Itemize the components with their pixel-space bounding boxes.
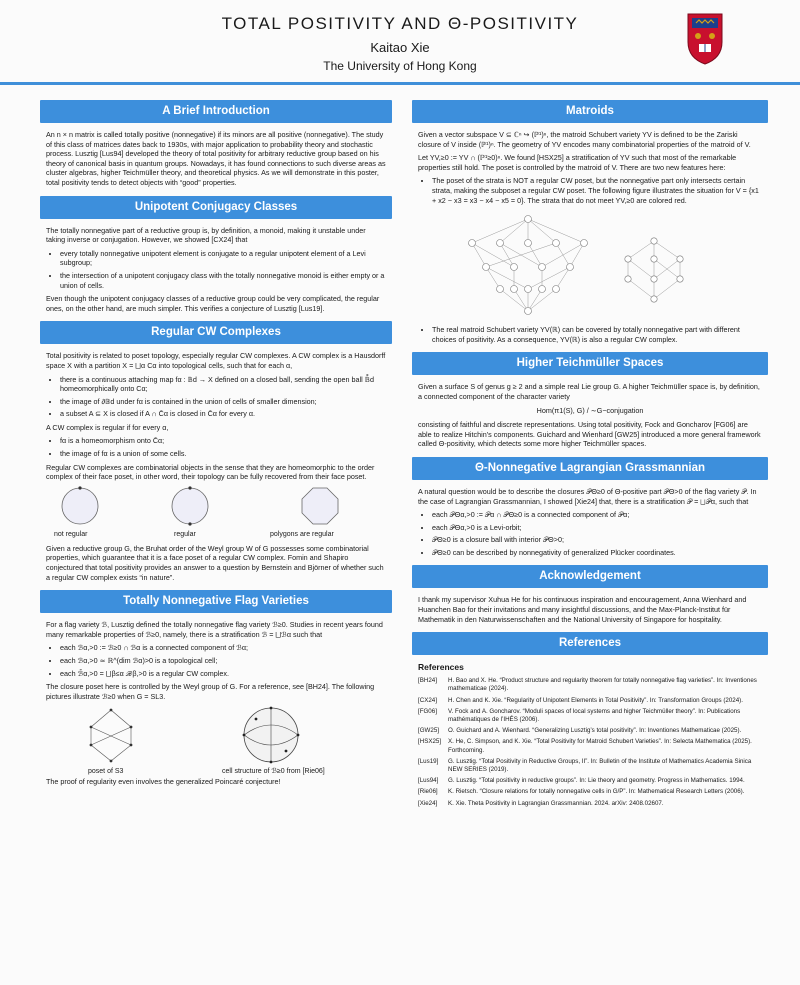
list-item: • each 𝒫Θα,>0 is a Levi-orbit; xyxy=(432,523,762,533)
ack-section xyxy=(412,565,768,624)
ref-text: G. Lusztig. “Total Positivity in Reductive Groups, II”. In: Bulletin of the Institute of Mathematics Academia Sinica NEW SERIES (2019). xyxy=(448,757,752,774)
refs-list xyxy=(412,677,768,808)
intro-text: An n × n matrix is called totally positive (nonnegative) if its minors are all positive (nonnegative). The study of this class of matrices dates back to 1930s, with major application to probability theory and stochastic process. Lusztig [Lus94] developed the theory of total positivity for arbitrary reductive group based on his theory of canonical basis in quantum groups. Nowadays, it has found connections to such diverse areas as cluster algebras, higher Teichmüller theory, and theoretical physics. As we will demonstrate in this poster, total positivity tends to detect objects with “good” properties. xyxy=(46,130,386,187)
list-item: • a subset A ⊆ X is closed if A ∩ C̄α is closed in C̄α for every α. xyxy=(60,409,386,419)
intro-heading: A Brief Introduction xyxy=(40,100,392,123)
ref-text: H. Bao and X. He. “Product structure and regularity theorem for totally nonnegative flag varieties”. In: Inventiones mathematicae (2024). xyxy=(448,677,757,693)
list-item xyxy=(412,708,768,724)
teich-heading: Higher Teichmüller Spaces xyxy=(412,352,768,375)
flag-figures xyxy=(46,705,386,777)
ref-key: [FG06] xyxy=(418,707,437,715)
refs-section xyxy=(412,632,768,808)
ref-text: V. Fock and A. Goncharov. “Moduli spaces of local systems and higher Teichmüller theory”. In: Publications mathématiques de l’IHÉS (2006). xyxy=(448,707,741,724)
lagr-section xyxy=(412,457,768,558)
header-rule xyxy=(0,82,800,85)
lagr-heading: Θ-Nonnegative Lagrangian Grassmannian xyxy=(412,457,768,480)
cw-heading: Regular CW Complexes xyxy=(40,321,392,344)
flag-cell-structure-figure xyxy=(238,705,304,765)
shape-label-polygons: polygons are regular xyxy=(270,530,334,538)
matroids-p1: Given a vector subspace V ⊆ ℂⁿ ↪ (ℙ¹)ⁿ, the matroid Schubert variety YV is defined to be the Zariski closure of V inside (ℙ¹)ⁿ. The geometry of YV encodes many combinatorial properties of the matroid of V. xyxy=(418,130,751,149)
list-item xyxy=(412,677,768,693)
flag-p2: The closure poset here is controlled by the Weyl group of G. For a reference, see [BH24]. The following pictures illustrate ℬ≥0 when G = SL3. xyxy=(46,682,375,701)
flag-heading: Totally Nonnegative Flag Varieties xyxy=(40,590,392,613)
unipotent-p2: Even though the unipotent conjugacy classes of a reductive group could be very complicated, the regular ones, on the other hand, are much simpler. This verifies a conjecture of Lusztig [Lus19]. xyxy=(46,294,380,313)
ref-key: [BH24] xyxy=(418,677,437,685)
university-crest-icon xyxy=(686,12,724,66)
lagr-p1: A natural question would be to describe the closures 𝒫Θ≥0 of Θ-positive part 𝒫Θ>0 of the flag variety 𝒫. In the case of Lagrangian Grassmannian, I showed [Xie24] that, there is a stratification 𝒫 = ⨆𝒫α, such that xyxy=(418,486,757,506)
caption-cell-structure: cell structure of ℬ≥0 from [Rie06] xyxy=(222,768,325,776)
ref-text: H. Chen and K. Xie. “Regularity of Unipotent Elements in Total Positivity”. In: Transformation Groups (2024). xyxy=(448,696,743,704)
matroids-heading: Matroids xyxy=(412,100,768,123)
list-item xyxy=(412,788,768,796)
ref-text: X. He, C. Simpson, and K. Xie. “Total Positivity for Matroid Schubert Varieties”. In: Selecta Mathematica (2025). Forthcoming. xyxy=(448,738,752,754)
list-item xyxy=(412,758,768,774)
cw-p3: Regular CW complexes are combinatorial objects in the sense that they are homeomorphic to the order complex of their face poset, in other word, their topology can be fully recovered from their face poset. xyxy=(46,462,375,482)
matroid-poset-figure-large xyxy=(458,213,598,317)
list-item: • there is a continuous attaching map fα : 𝔹d → X defined on a closed ball, sending the open ball 𝔹̊d homeomorphically onto Cα; xyxy=(60,375,386,394)
caption-poset-s3: poset of S3 xyxy=(88,768,124,776)
ref-text: O. Guichard and A. Wienhard. “Generalizing Lusztig’s total positivity”. In: Inventiones Mathematicae (2025). xyxy=(448,727,742,735)
ref-key: [Lus19] xyxy=(418,757,439,765)
ref-text: K. Xie. Theta Positivity in Lagrangian Grassmannian. 2024. arXiv: 2408.02607. xyxy=(448,799,664,807)
cw-section xyxy=(40,321,392,582)
list-item: • the image of ∂𝔹d under fα is contained in the union of cells of smaller dimension; xyxy=(60,397,386,407)
ref-key: [Xie24] xyxy=(418,799,438,807)
intro-section xyxy=(40,100,392,188)
list-item: • 𝒫Θ≥0 is a closure ball with interior 𝒫Θ>0; xyxy=(432,535,762,545)
flag-section xyxy=(40,590,392,787)
list-item xyxy=(412,800,768,808)
list-item: • the image of fα is a union of some cells. xyxy=(60,449,386,459)
unipotent-p1: The totally nonnegative part of a reductive group is, by definition, a monoid, making it unstable under taking inverse or conjugation. However, we showed [CX24] that xyxy=(46,225,366,245)
list-item: • every totally nonnegative unipotent element is conjugate to a regular unipotent element of a Levi subgroup; xyxy=(60,249,386,268)
ack-heading: Acknowledgement xyxy=(412,565,768,588)
regular-disk-figure xyxy=(170,486,210,526)
list-item: • the intersection of a unipotent conjugacy class with the totally nonnegative monoid is either empty or a union of cells. xyxy=(60,271,386,290)
flag-p3: The proof of regularity even involves the generalized Poincaré conjecture! xyxy=(46,777,281,787)
right-column xyxy=(412,100,768,816)
ref-key: [Lus94] xyxy=(418,777,439,785)
ref-key: [GW25] xyxy=(418,727,439,735)
list-item: • The poset of the strata is NOT a regular CW poset, but the nonnegative part only intersects certain strata, making the subposet a regular CW poset. The following figure illustrates the situation for V = {x1 + x2 − x3 = x3 − x4 − x5 = 0}. The strata that do not meet YV,≥0 are colored red. xyxy=(432,176,762,205)
list-item: • each ℬα,>0 ≃ ℝ^(dim ℬα)>0 is a topological cell; xyxy=(60,656,386,666)
ref-key: [HSX25] xyxy=(418,738,442,746)
flag-p1: For a flag variety ℬ, Lusztig defined the totally nonnegative flag variety ℬ≥0. Studies in recent years found many remarkable properties of ℬ≥0, namely, there is a stratification ℬ = ⨆ℬα such that xyxy=(46,620,383,639)
list-item xyxy=(412,777,768,785)
cw-list-2 xyxy=(60,436,386,458)
unipotent-section xyxy=(40,196,392,314)
cw-p4: Given a reductive group G, the Bruhat order of the Weyl group W of G possesses some combinatorial properties, which guarantee that it is a face poset of a regular CW complex. Fomin and Shapiro conjectured that total positivity provides an answer to a question by Bernstein and Björner of whether such a regular CW complex exists “in nature”. xyxy=(46,543,384,582)
character-variety-formula: Hom(π1(S), G) / ∼G−conjugation xyxy=(536,405,644,415)
poster-title: TOTAL POSITIVITY AND Θ-POSITIVITY xyxy=(221,14,579,33)
ref-text: K. Rietsch. “Closure relations for totally nonnegative cells in G/P”. In: Mathematical Research Letters (2006). xyxy=(448,788,745,796)
cw-list-1 xyxy=(60,375,386,419)
cw-p2: A CW complex is regular if for every α, xyxy=(46,422,169,432)
left-column xyxy=(40,100,392,795)
ref-key: [Rie06] xyxy=(418,788,438,796)
teich-p1: Given a surface S of genus g ≥ 2 and a simple real Lie group G. A higher Teichmüller space is, by definition, a connected component of the character variety xyxy=(418,382,760,401)
ref-text: G. Lusztig. “Total positivity in reductive groups”. In: Lie theory and geometry. Progress in Mathematics. 1994. xyxy=(448,777,745,785)
list-item: • each 𝒫Θα,>0 := 𝒫α ∩ 𝒫Θ≥0 is a connected component of 𝒫α; xyxy=(432,510,762,520)
teich-section xyxy=(412,352,768,449)
list-item xyxy=(412,727,768,735)
cw-example-figures xyxy=(46,486,386,544)
author-name: Kaitao Xie xyxy=(370,40,430,55)
poster-header xyxy=(0,0,800,84)
ref-key: [CX24] xyxy=(418,696,437,704)
list-item: • each ℬ̄α,>0 = ⨆β≤α ℬβ,>0 is a regular CW complex. xyxy=(60,669,386,679)
list-item: • each ℬα,>0 := ℬ≥0 ∩ ℬα is a connected component of ℬα; xyxy=(60,643,386,653)
refs-title: References xyxy=(418,662,464,673)
matroid-poset-figure-small xyxy=(614,235,694,305)
unipotent-heading: Unipotent Conjugacy Classes xyxy=(40,196,392,219)
list-item: • fα is a homeomorphism onto C̄α; xyxy=(60,436,386,446)
matroids-list-1 xyxy=(432,176,762,205)
matroid-poset-figures xyxy=(418,209,762,321)
affiliation: The University of Hong Kong xyxy=(323,59,477,73)
matroids-p2: Let YV,≥0 := YV ∩ (ℙ¹≥0)ⁿ. We found [HSX25] a stratification of YV such that most of the remarkable properties still hold. The poset is controlled by the matroid of V. There are two new features here: xyxy=(418,153,737,172)
polygon-figure xyxy=(300,486,340,526)
matroids-list-2 xyxy=(432,325,762,344)
list-item xyxy=(412,697,768,705)
s3-bruhat-poset-figure xyxy=(76,705,146,765)
list-item: • 𝒫Θ≥0 can be described by nonnegativity of generalized Plücker coordinates. xyxy=(432,548,762,558)
list-item xyxy=(412,738,768,754)
teich-p2: consisting of faithful and discrete representations. Using total positivity, Fock and Goncharov [FG06] are able to realize Hitchin’s components. Guichard and Wienhard [GW25] introduced a more general framework called Θ-positivity, which detects some more higher Teichmüller spaces. xyxy=(418,420,761,449)
matroids-section xyxy=(412,100,768,344)
list-item: • The real matroid Schubert variety YV(ℝ) can be covered by totally nonnegative part with different choices of positivity. As a consequence, YV(ℝ) is also a regular CW complex. xyxy=(432,325,762,344)
flag-list xyxy=(60,643,386,678)
cw-p1: Total positivity is related to poset topology, especially regular CW complexes. A CW complex is a Hausdorff space X with a partition X = ⨆α Cα into topological cells, such that for each α, xyxy=(46,351,386,370)
lagr-list xyxy=(432,510,762,557)
unipotent-list xyxy=(60,249,386,290)
shape-label-not-regular: not regular xyxy=(54,530,88,538)
refs-heading: References xyxy=(412,632,768,655)
ack-text: I thank my supervisor Xuhua He for his continuous inspiration and encouragement, Anna Wienhard and Huanchen Bao for their invitations and many insightful discussions, and the Max-Planck-Institut für Mathematik in den Naturwissenschaften and the National University of Singapore for hospitality. xyxy=(418,595,747,624)
shape-label-regular: regular xyxy=(174,530,196,538)
not-regular-disk-figure xyxy=(60,486,100,526)
